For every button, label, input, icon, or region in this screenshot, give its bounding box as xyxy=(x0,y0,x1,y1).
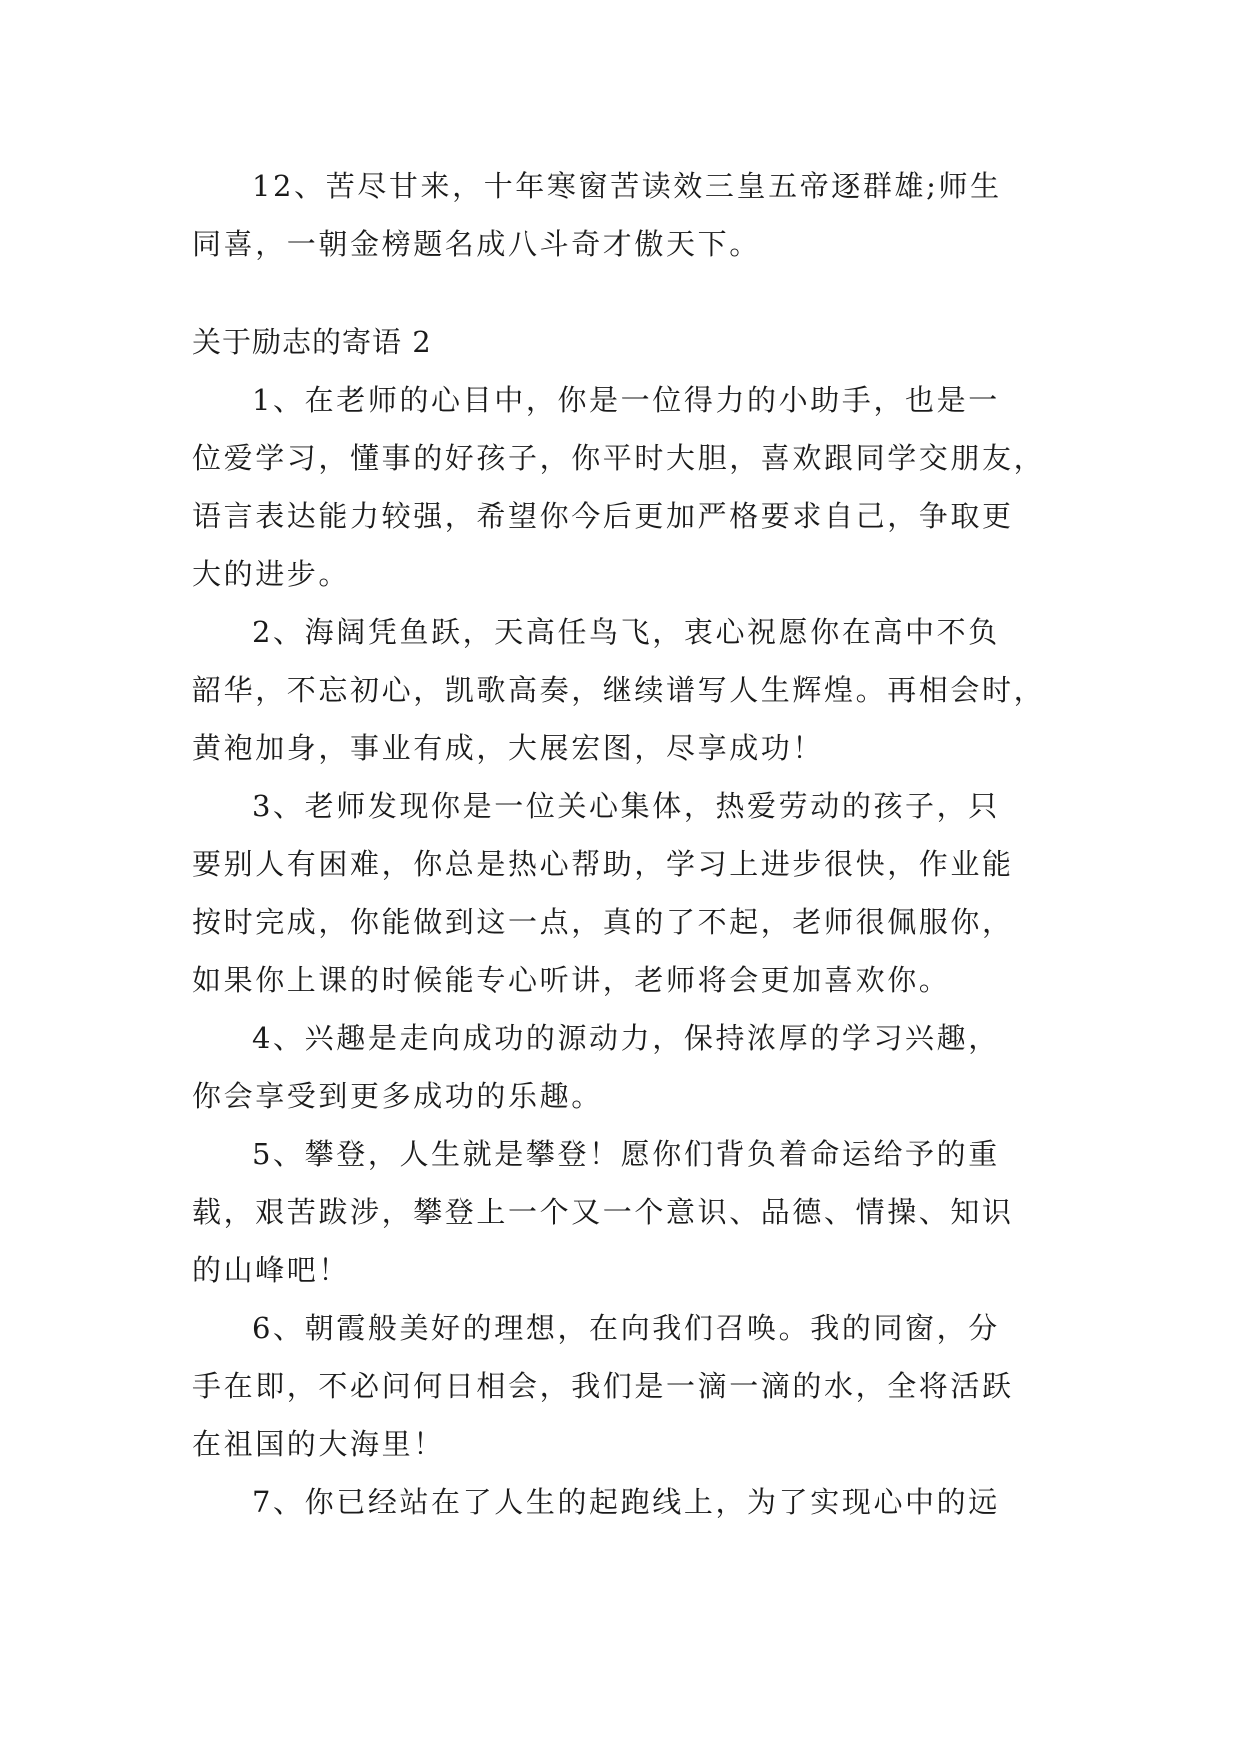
paragraph-line: 7、你已经站在了人生的起跑线上，为了实现心中的远 xyxy=(252,1485,1000,1519)
paragraph-line: 你会享受到更多成功的乐趣。 xyxy=(192,1079,603,1113)
paragraph-line: 语言表达能力较强，希望你今后更加严格要求自己，争取更 xyxy=(192,499,1014,533)
paragraph-line: 12、苦尽甘来，十年寒窗苦读效三皇五帝逐群雄;师生 xyxy=(252,169,1002,203)
paragraph-line: 3、老师发现你是一位关心集体，热爱劳动的孩子，只 xyxy=(252,789,1000,823)
paragraph-line: 如果你上课的时候能专心听讲，老师将会更加喜欢你。 xyxy=(192,963,951,997)
paragraph-line: 位爱学习，懂事的好孩子，你平时大胆，喜欢跟同学交朋友， xyxy=(192,441,1046,475)
paragraph-line: 要别人有困难，你总是热心帮助，学习上进步很快，作业能 xyxy=(192,847,1014,881)
paragraph-line: 的山峰吧！ xyxy=(192,1253,351,1287)
paragraph-line: 1、在老师的心目中，你是一位得力的小助手，也是一 xyxy=(252,383,1000,417)
paragraph-line: 手在即，不必问何日相会，我们是一滴一滴的水，全将活跃 xyxy=(192,1369,1014,1403)
paragraph-line: 韶华，不忘初心，凯歌高奏，继续谱写人生辉煌。再相会时， xyxy=(192,673,1046,707)
paragraph-line: 同喜，一朝金榜题名成八斗奇才傲天下。 xyxy=(192,227,761,261)
section-heading: 关于励志的寄语 2 xyxy=(192,325,432,359)
paragraph-line: 大的进步。 xyxy=(192,557,351,591)
paragraph-line: 黄袍加身，事业有成，大展宏图，尽享成功！ xyxy=(192,731,825,765)
paragraph-line: 6、朝霞般美好的理想，在向我们召唤。我的同窗，分 xyxy=(252,1311,1000,1345)
paragraph-line: 4、兴趣是走向成功的源动力，保持浓厚的学习兴趣， xyxy=(252,1021,1000,1055)
paragraph-line: 2、海阔凭鱼跃，天高任鸟飞，衷心祝愿你在高中不负 xyxy=(252,615,1000,649)
paragraph-line: 5、攀登，人生就是攀登！愿你们背负着命运给予的重 xyxy=(252,1137,1000,1171)
paragraph-line: 按时完成，你能做到这一点，真的了不起，老师很佩服你， xyxy=(192,905,1014,939)
paragraph-line: 载，艰苦跋涉，攀登上一个又一个意识、品德、情操、知识 xyxy=(192,1195,1014,1229)
paragraph-line: 在祖国的大海里！ xyxy=(192,1427,445,1461)
